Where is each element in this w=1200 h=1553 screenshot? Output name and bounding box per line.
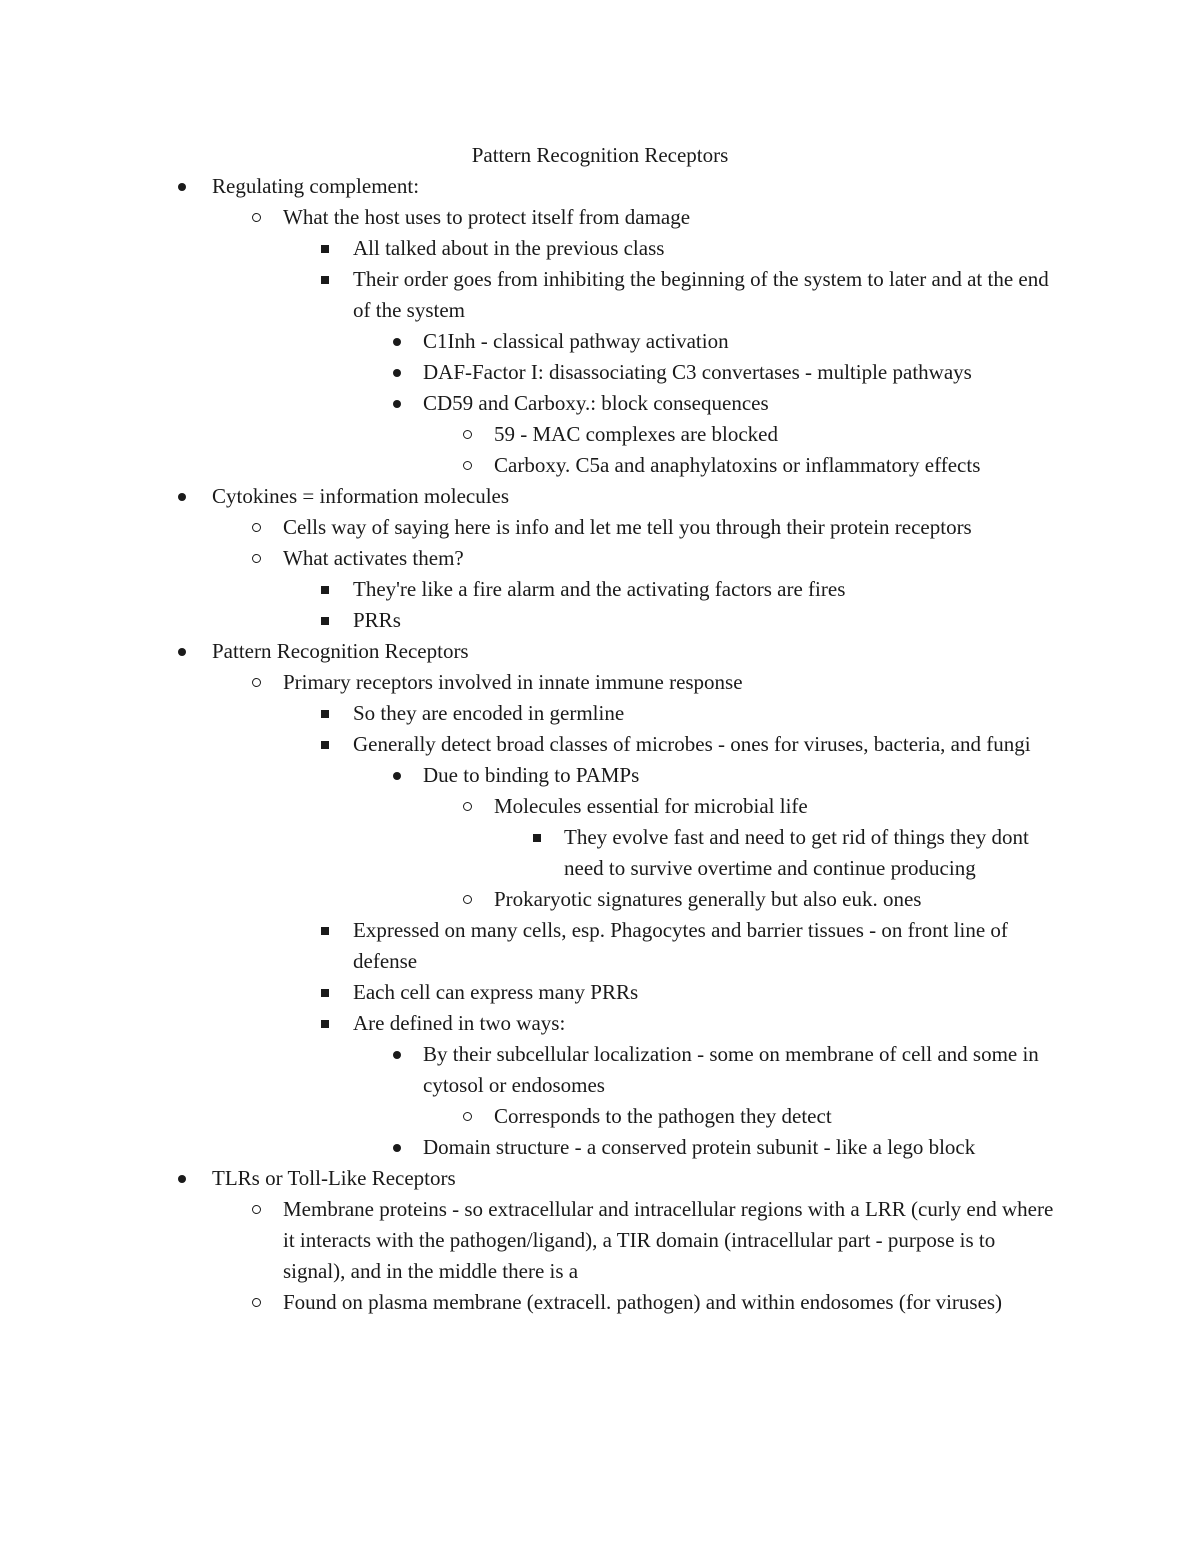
list-item: [0, 822, 1200, 884]
list-item-text: C1Inh - classical pathway activation: [423, 329, 729, 353]
circle-bullet-icon: [249, 667, 263, 698]
list-item-text: DAF-Factor I: disassociating C3 convertases - multiple pathways: [423, 360, 972, 384]
list-item-text: CD59 and Carboxy.: block consequences: [423, 391, 769, 415]
list-item-text: Pattern Recognition Receptors: [212, 639, 469, 663]
list-item: [0, 791, 1200, 822]
disc-bullet-icon: [390, 760, 404, 791]
list-item-text: Their order goes from inhibiting the beginning of the system to later and at the end of the system: [353, 267, 1049, 322]
list-item-text: Molecules essential for microbial life: [494, 794, 808, 818]
list-item: [0, 698, 1200, 729]
list-item-text: Generally detect broad classes of microbes - ones for viruses, bacteria, and fungi: [353, 732, 1031, 756]
list-item-text: Prokaryotic signatures generally but also euk. ones: [494, 887, 922, 911]
page-title: Pattern Recognition Receptors: [471, 143, 729, 167]
list-item: [0, 605, 1200, 636]
list-item-text: Cytokines = information molecules: [212, 484, 510, 508]
list-item-text: Expressed on many cells, esp. Phagocytes and barrier tissues - on front line of defense: [353, 918, 1008, 973]
list-item-text: PRRs: [353, 608, 401, 632]
disc-bullet-icon: [175, 481, 189, 512]
list-item: [0, 481, 1200, 512]
circle-bullet-icon: [249, 1194, 263, 1225]
list-item-text: They evolve fast and need to get rid of things they dont need to survive overtime and continue producing: [564, 825, 1029, 880]
list-item: [0, 202, 1200, 233]
circle-bullet-icon: [460, 1101, 474, 1132]
list-item: [0, 1101, 1200, 1132]
square-bullet-icon: [318, 1008, 332, 1039]
list-item-text: So they are encoded in germline: [353, 701, 625, 725]
square-bullet-icon: [318, 698, 332, 729]
list-item: [0, 233, 1200, 264]
circle-bullet-icon: [460, 884, 474, 915]
list-item: [0, 419, 1200, 450]
list-item-text: What the host uses to protect itself from damage: [283, 205, 691, 229]
list-item-text: Corresponds to the pathogen they detect: [494, 1104, 832, 1128]
square-bullet-icon: [318, 233, 332, 264]
list-item: [0, 450, 1200, 481]
list-item: [0, 388, 1200, 419]
disc-bullet-icon: [390, 1132, 404, 1163]
list-item-text: Regulating complement:: [212, 174, 420, 198]
circle-bullet-icon: [460, 791, 474, 822]
list-item: [0, 915, 1200, 977]
list-item: [0, 977, 1200, 1008]
list-item: [0, 357, 1200, 388]
list-item-text: What activates them?: [283, 546, 464, 570]
disc-bullet-icon: [390, 357, 404, 388]
list-item: [0, 1008, 1200, 1039]
list-item-text: Primary receptors involved in innate immune response: [283, 670, 743, 694]
list-item-text: 59 - MAC complexes are blocked: [494, 422, 779, 446]
disc-bullet-icon: [390, 1039, 404, 1070]
list-item-text: Due to binding to PAMPs: [423, 763, 640, 787]
list-item-text: Each cell can express many PRRs: [353, 980, 639, 1004]
square-bullet-icon: [318, 977, 332, 1008]
disc-bullet-icon: [175, 636, 189, 667]
square-bullet-icon: [530, 822, 544, 853]
list-item-text: They're like a fire alarm and the activating factors are fires: [353, 577, 846, 601]
list-item: [0, 574, 1200, 605]
circle-bullet-icon: [460, 419, 474, 450]
circle-bullet-icon: [249, 1287, 263, 1318]
list-item-text: Cells way of saying here is info and let me tell you through their protein receptors: [283, 515, 972, 539]
list-item: [0, 1194, 1200, 1287]
disc-bullet-icon: [175, 171, 189, 202]
disc-bullet-icon: [390, 388, 404, 419]
list-item: [0, 636, 1200, 667]
list-item-text: Domain structure - a conserved protein subunit - like a lego block: [423, 1135, 976, 1159]
list-item: [0, 667, 1200, 698]
list-item: [0, 512, 1200, 543]
circle-bullet-icon: [460, 450, 474, 481]
list-item: [0, 1163, 1200, 1194]
list-item: [0, 543, 1200, 574]
list-item: [0, 760, 1200, 791]
square-bullet-icon: [318, 574, 332, 605]
list-item: [0, 729, 1200, 760]
list-item-text: Found on plasma membrane (extracell. pathogen) and within endosomes (for viruses): [283, 1290, 1003, 1314]
list-item: [0, 1132, 1200, 1163]
notes-outline: [0, 171, 1200, 1318]
circle-bullet-icon: [249, 202, 263, 233]
list-item: [0, 326, 1200, 357]
list-item: [0, 171, 1200, 202]
disc-bullet-icon: [175, 1163, 189, 1194]
list-item-text: TLRs or Toll-Like Receptors: [212, 1166, 456, 1190]
disc-bullet-icon: [390, 326, 404, 357]
list-item-text: By their subcellular localization - some on membrane of cell and some in cytosol or endosomes: [423, 1042, 1039, 1097]
square-bullet-icon: [318, 605, 332, 636]
list-item: [0, 264, 1200, 326]
list-item: [0, 1287, 1200, 1318]
circle-bullet-icon: [249, 512, 263, 543]
square-bullet-icon: [318, 915, 332, 946]
list-item-text: Membrane proteins - so extracellular and intracellular regions with a LRR (curly end where it interacts with the pathogen/ligand), a TIR domain (intracellular part - purpose is to signal), and in the middle there is a: [283, 1197, 1054, 1283]
list-item: [0, 1039, 1200, 1101]
square-bullet-icon: [318, 264, 332, 295]
list-item-text: All talked about in the previous class: [353, 236, 665, 260]
list-item-text: Are defined in two ways:: [353, 1011, 566, 1035]
circle-bullet-icon: [249, 543, 263, 574]
list-item: [0, 884, 1200, 915]
list-item-text: Carboxy. C5a and anaphylatoxins or inflammatory effects: [494, 453, 981, 477]
square-bullet-icon: [318, 729, 332, 760]
